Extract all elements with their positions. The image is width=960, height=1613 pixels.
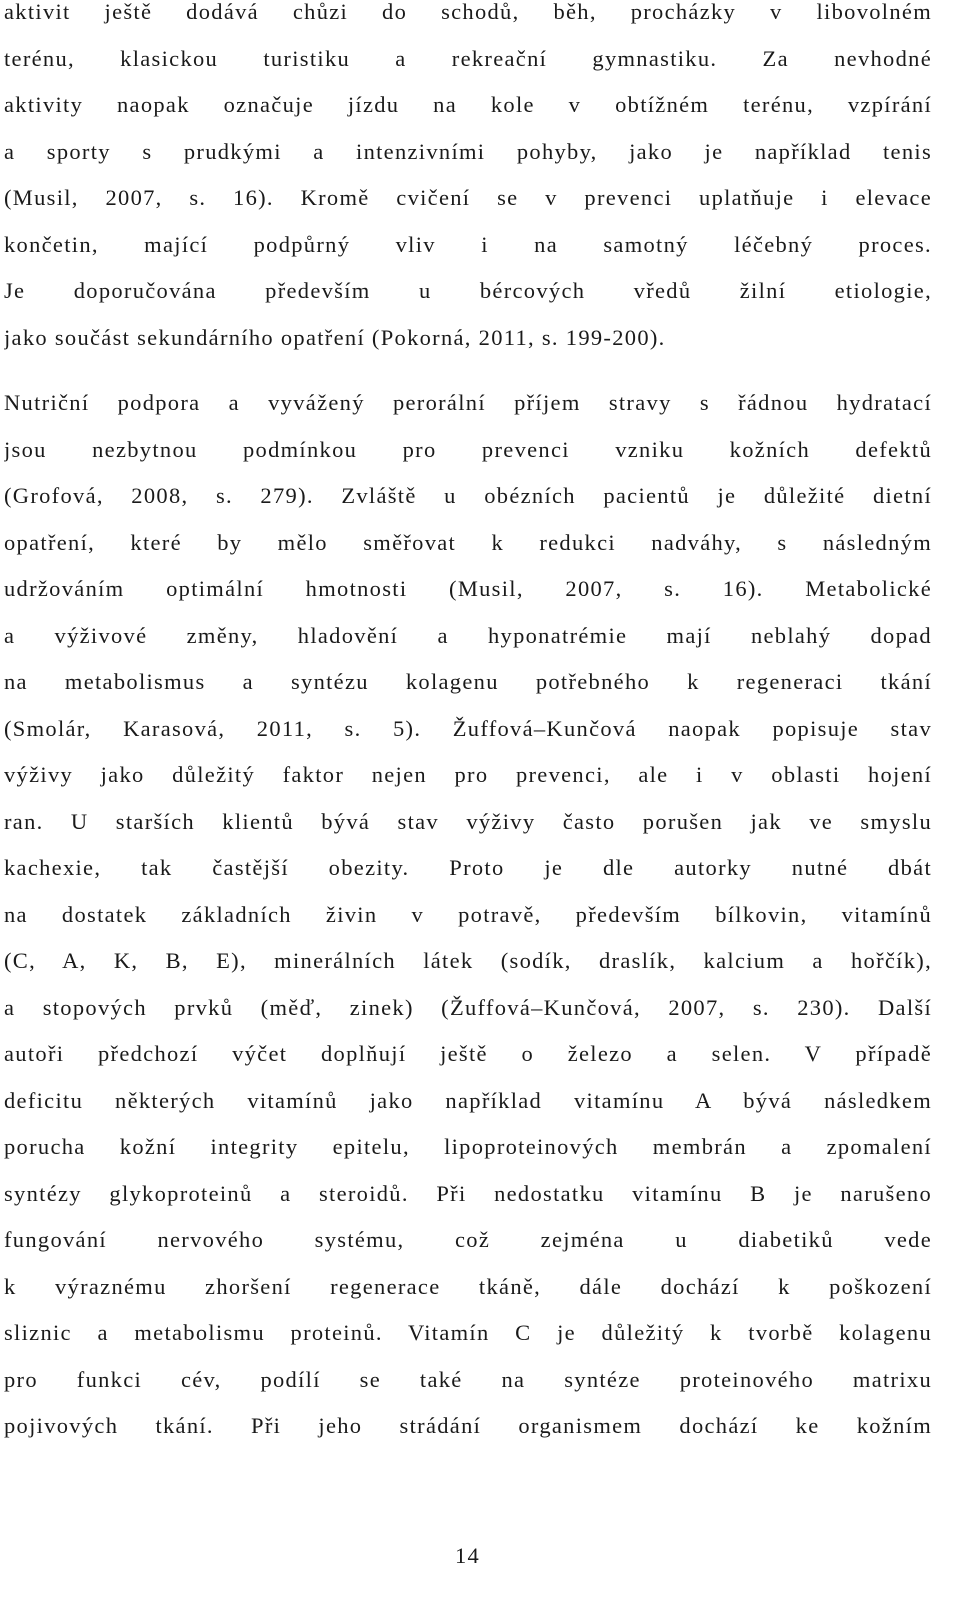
text-line: jsou nezbytnou podmínkou pro prevenci vzniku kožních defektů: [4, 436, 932, 462]
text-line: na dostatek základních živin v potravě, především bílkovin, vitamínů: [4, 901, 932, 927]
text-line: ran. U starších klientů bývá stav výživy často porušen jak ve smyslu: [4, 808, 932, 834]
text-line: aktivity naopak označuje jízdu na kole v obtížném terénu, vzpírání: [4, 92, 932, 117]
text-line: Je doporučována především u bércových vředů žilní etiologie,: [4, 278, 932, 303]
text-line: aktivit ještě dodává chůzi do schodů, běh, procházky v libovolném: [4, 0, 932, 24]
text-line: na metabolismus a syntézu kolagenu potřebného k regeneraci tkání: [4, 669, 932, 694]
page-number: 14: [454, 1543, 481, 1568]
text-line: pojivových tkání. Při jeho strádání organismem dochází ke kožním: [4, 1413, 932, 1438]
text-line: (Musil, 2007, s. 16). Kromě cvičení se v prevenci uplatňuje i elevace: [4, 185, 932, 210]
text-line: fungování nervového systému, což zejména u diabetiků vede: [4, 1227, 932, 1252]
text-line: výživy jako důležitý faktor nejen pro prevenci, ale i v oblasti hojení: [4, 762, 932, 787]
text-line: Nutriční podpora a vyvážený perorální příjem stravy s řádnou hydratací: [4, 390, 932, 415]
text-line: porucha kožní integrity epitelu, lipoproteinových membrán a zpomalení: [4, 1134, 932, 1159]
text-line: kachexie, tak častější obezity. Proto je dle autorky nutné dbát: [4, 855, 932, 880]
text-line: syntézy glykoproteinů a steroidů. Při nedostatku vitamínu B je narušeno: [4, 1180, 932, 1206]
text-line: a stopových prvků (měď, zinek) (Žuffová–Kunčová, 2007, s. 230). Další: [4, 994, 932, 1020]
text-line: sliznic a metabolismu proteinů. Vitamín C je důležitý k tvorbě kolagenu: [4, 1320, 932, 1345]
text-line: terénu, klasickou turistiku a rekreační gymnastiku. Za nevhodné: [4, 45, 932, 71]
text-line: a sporty s prudkými a intenzivními pohyby, jako je například tenis: [4, 138, 932, 164]
text-line: a výživové změny, hladovění a hyponatrémie mají neblahý dopad: [4, 622, 932, 648]
text-line: autoři předchozí výčet doplňují ještě o železo a selen. V případě: [4, 1041, 932, 1066]
text-line: opatření, které by mělo směřovat k redukci nadváhy, s následným: [4, 529, 932, 555]
text-line: (Grofová, 2008, s. 279). Zvláště u obézních pacientů je důležité dietní: [4, 483, 932, 508]
text-line: pro funkci cév, podílí se také na syntéze proteinového matrixu: [4, 1366, 932, 1392]
paragraph-nutrition-support: [4, 380, 932, 1450]
text-line: deficitu některých vitamínů jako například vitamínu A bývá následkem: [4, 1087, 932, 1113]
text-line: (C, A, K, B, E), minerálních látek (sodík, draslík, kalcium a hořčík),: [4, 948, 932, 973]
text-line: končetin, mající podpůrný vliv i na samotný léčebný proces.: [4, 231, 932, 257]
text-line: k výraznému zhoršení regenerace tkáně, dále dochází k poškození: [4, 1273, 932, 1299]
text-line: jako součást sekundárního opatření (Pokorná, 2011, s. 199-200).: [4, 324, 666, 350]
text-line: udržováním optimální hmotnosti (Musil, 2007, s. 16). Metabolické: [4, 576, 932, 601]
paragraph-exercise-prevention: [4, 0, 932, 361]
text-line: (Smolár, Karasová, 2011, s. 5). Žuffová–Kunčová naopak popisuje stav: [4, 715, 932, 741]
